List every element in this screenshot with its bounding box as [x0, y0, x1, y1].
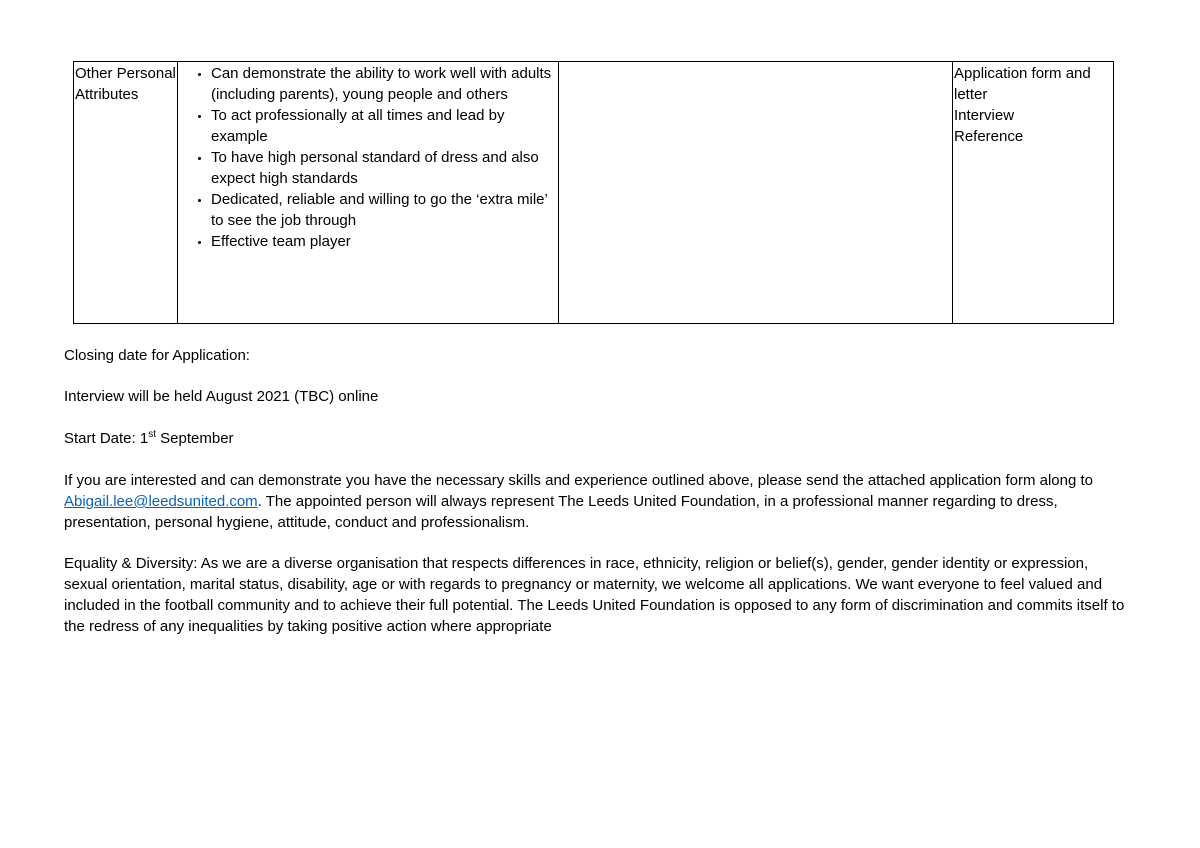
assessment-reference: Reference [954, 128, 1024, 145]
interview-info: Interview will be held August 2021 (TBC) online [64, 388, 379, 405]
person-spec-table [73, 61, 1114, 324]
start-suffix: September [156, 430, 234, 447]
list-item: • To act professionally at all times and lead by example [211, 105, 557, 147]
instructions-before: If you are interested and can demonstrate you have the necessary skills and experience outlined above, please send the attached application form along to [64, 472, 1093, 489]
start-date [64, 428, 1134, 449]
assessment-interview: Interview [954, 107, 1015, 124]
email-link[interactable]: Abigail.lee@leedsunited.com [64, 493, 258, 510]
attribute-list [179, 63, 557, 252]
list-item: • Can demonstrate the ability to work well with adults (including parents), young people and others [211, 63, 557, 105]
row-label-cell [74, 62, 178, 324]
list-item: • Effective team player [211, 231, 557, 252]
desirable-cell [559, 62, 953, 324]
closing-date: Closing date for Application: [64, 347, 250, 364]
application-instructions [64, 470, 1134, 533]
instructions-after: . The appointed person will always represent The Leeds United Foundation, in a professional manner regarding to dress, presentation, personal hygiene, attitude, conduct and professionalism. [64, 493, 1058, 531]
equality-statement: Equality & Diversity: As we are a diverse organisation that respects differences in race, ethnicity, religion or belief(s), gender, gender identity or expression, sexual orientation, marital status, disability, age or with regards to pregnancy or maternity, we welcome all applications. We want everyone to feel valued and included in the football community and to achieve their full potential. The Leeds United Foundation is opposed to any form of discrimination and commits itself to the redress of any inequalities by taking positive action where appropriate [64, 555, 1125, 635]
assessment-cell [953, 62, 1114, 324]
list-item: • To have high personal standard of dress and also expect high standards [211, 147, 557, 189]
table-row [74, 62, 1114, 324]
row-label: Other Personal Attributes [75, 65, 176, 103]
essential-cell [178, 62, 559, 324]
start-ordinal: st [148, 429, 156, 440]
start-prefix: Start Date: 1 [64, 430, 149, 447]
assessment-application: Application form and letter [954, 65, 1091, 103]
list-item: • Dedicated, reliable and willing to go the ‘extra mile’ to see the job through [211, 189, 557, 231]
